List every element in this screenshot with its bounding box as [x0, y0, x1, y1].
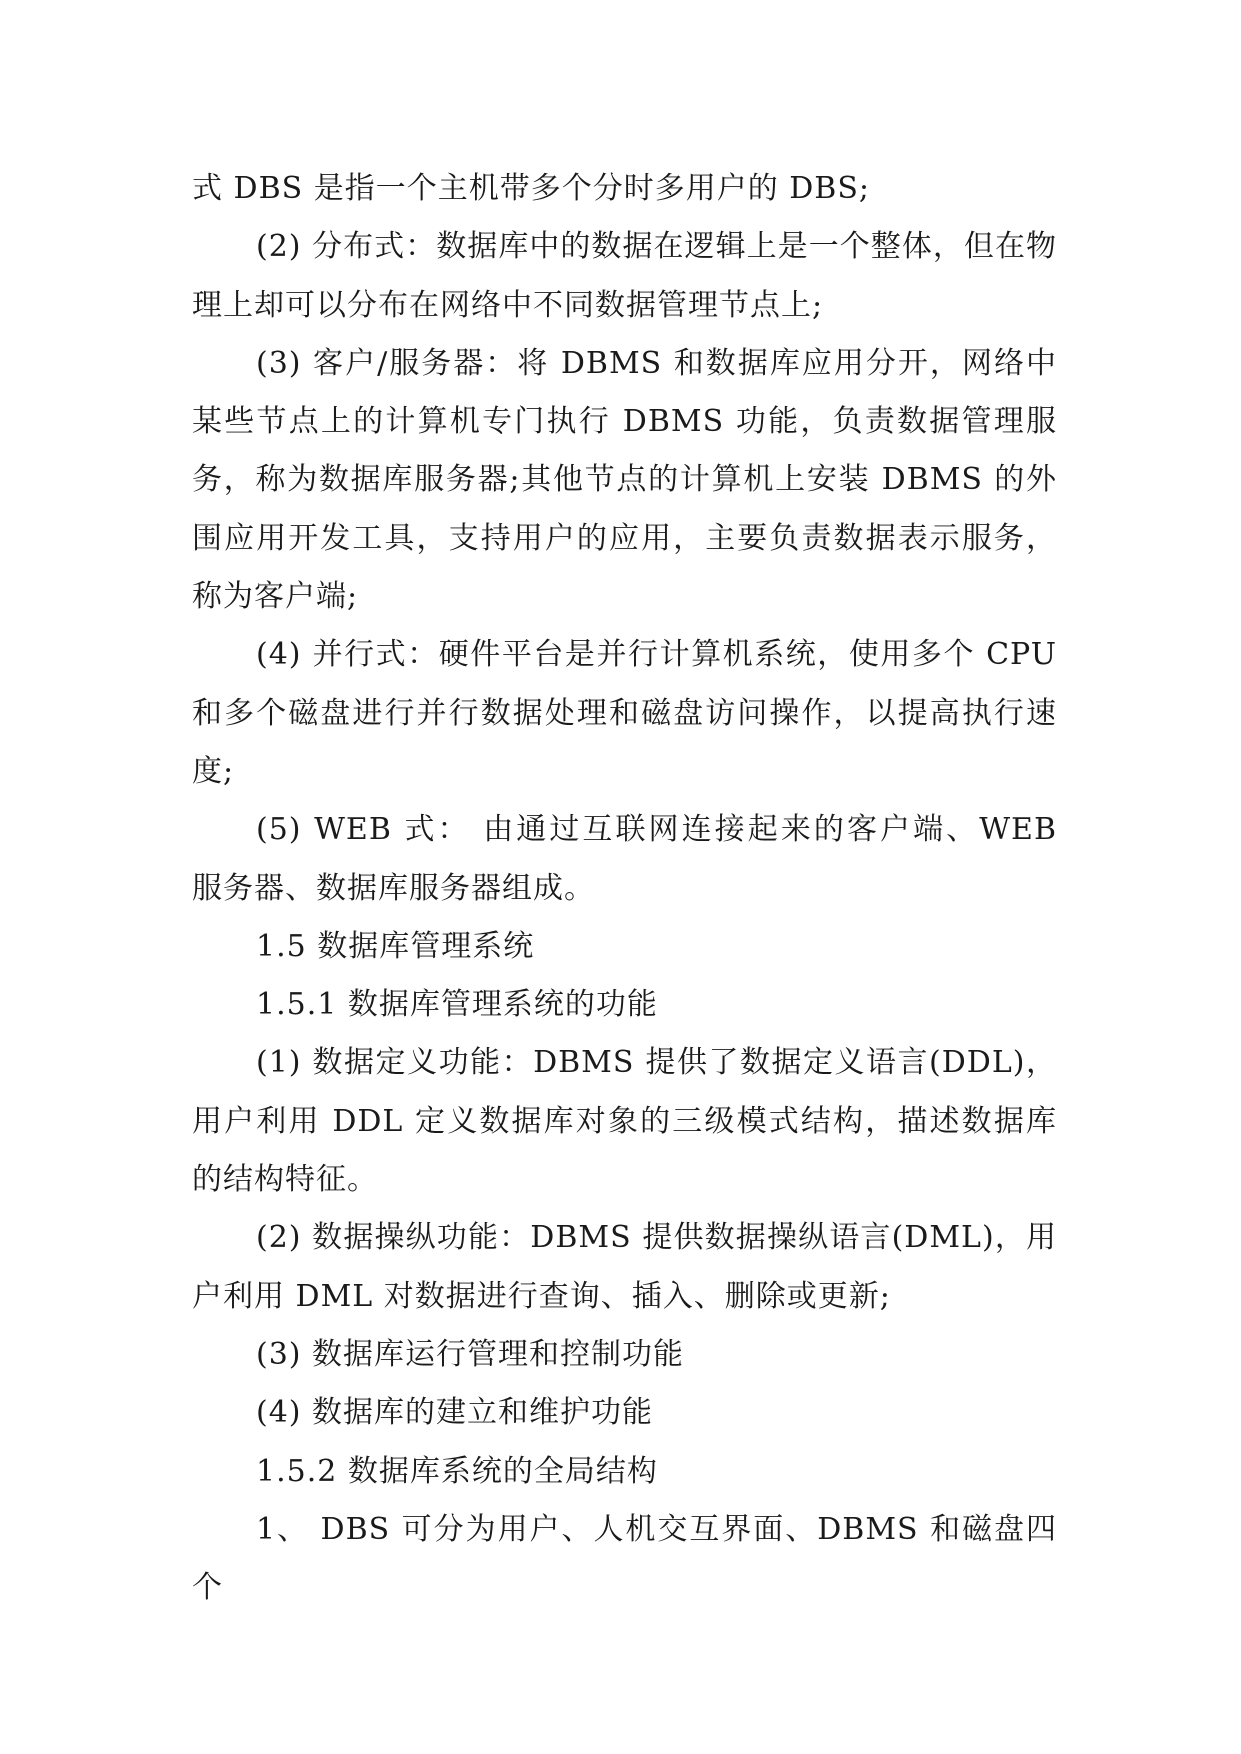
paragraph-web: (5) WEB 式： 由通过互联网连接起来的客户端、WEB 服务器、数据库服务器组成。 — [192, 812, 1057, 906]
paragraph-ddl: (1) 数据定义功能：DBMS 提供了数据定义语言(DDL)，用户利用 DDL 定义数据库对象的三级模式结构，描述数据库的结构特征。 — [192, 1045, 1057, 1198]
section-heading-1-5: 1.5 数据库管理系统 — [256, 928, 535, 964]
paragraph-parallel: (4) 并行式：硬件平台是并行计算机系统，使用多个 CPU 和多个磁盘进行并行数据处理和磁盘访问操作，以提高执行速度; — [192, 637, 1057, 789]
document-body — [192, 160, 1057, 1617]
paragraph-continuation: 式 DBS 是指一个主机带多个分时多用户的 DBS; — [192, 171, 871, 206]
paragraph-dml: (2) 数据操纵功能：DBMS 提供数据操纵语言(DML)，用户利用 DML 对数据进行查询、插入、删除或更新; — [192, 1220, 1057, 1314]
section-heading-1-5-2: 1.5.2 数据库系统的全局结构 — [256, 1453, 658, 1489]
paragraph-build-maintain: (4) 数据库的建立和维护功能 — [256, 1395, 654, 1431]
paragraph-dbs-parts: 1、 DBS 可分为用户、人机交互界面、DBMS 和磁盘四个 — [192, 1511, 1057, 1606]
paragraph-client-server: (3) 客户/服务器：将 DBMS 和数据库应用分开，网络中某些节点上的计算机专门执行 DBMS 功能，负责数据管理服务，称为数据库服务器;其他节点的计算机上安装 DBMS 的外围应用开发工具，支持用户的应用，主要负责数据表示服务，称为客户端; — [192, 345, 1057, 615]
paragraph-runtime-control: (3) 数据库运行管理和控制功能 — [256, 1336, 685, 1372]
paragraph-distributed: (2) 分布式：数据库中的数据在逻辑上是一个整体，但在物理上却可以分布在网络中不同数据管理节点上; — [192, 229, 1057, 323]
section-heading-1-5-1: 1.5.1 数据库管理系统的功能 — [256, 987, 658, 1023]
